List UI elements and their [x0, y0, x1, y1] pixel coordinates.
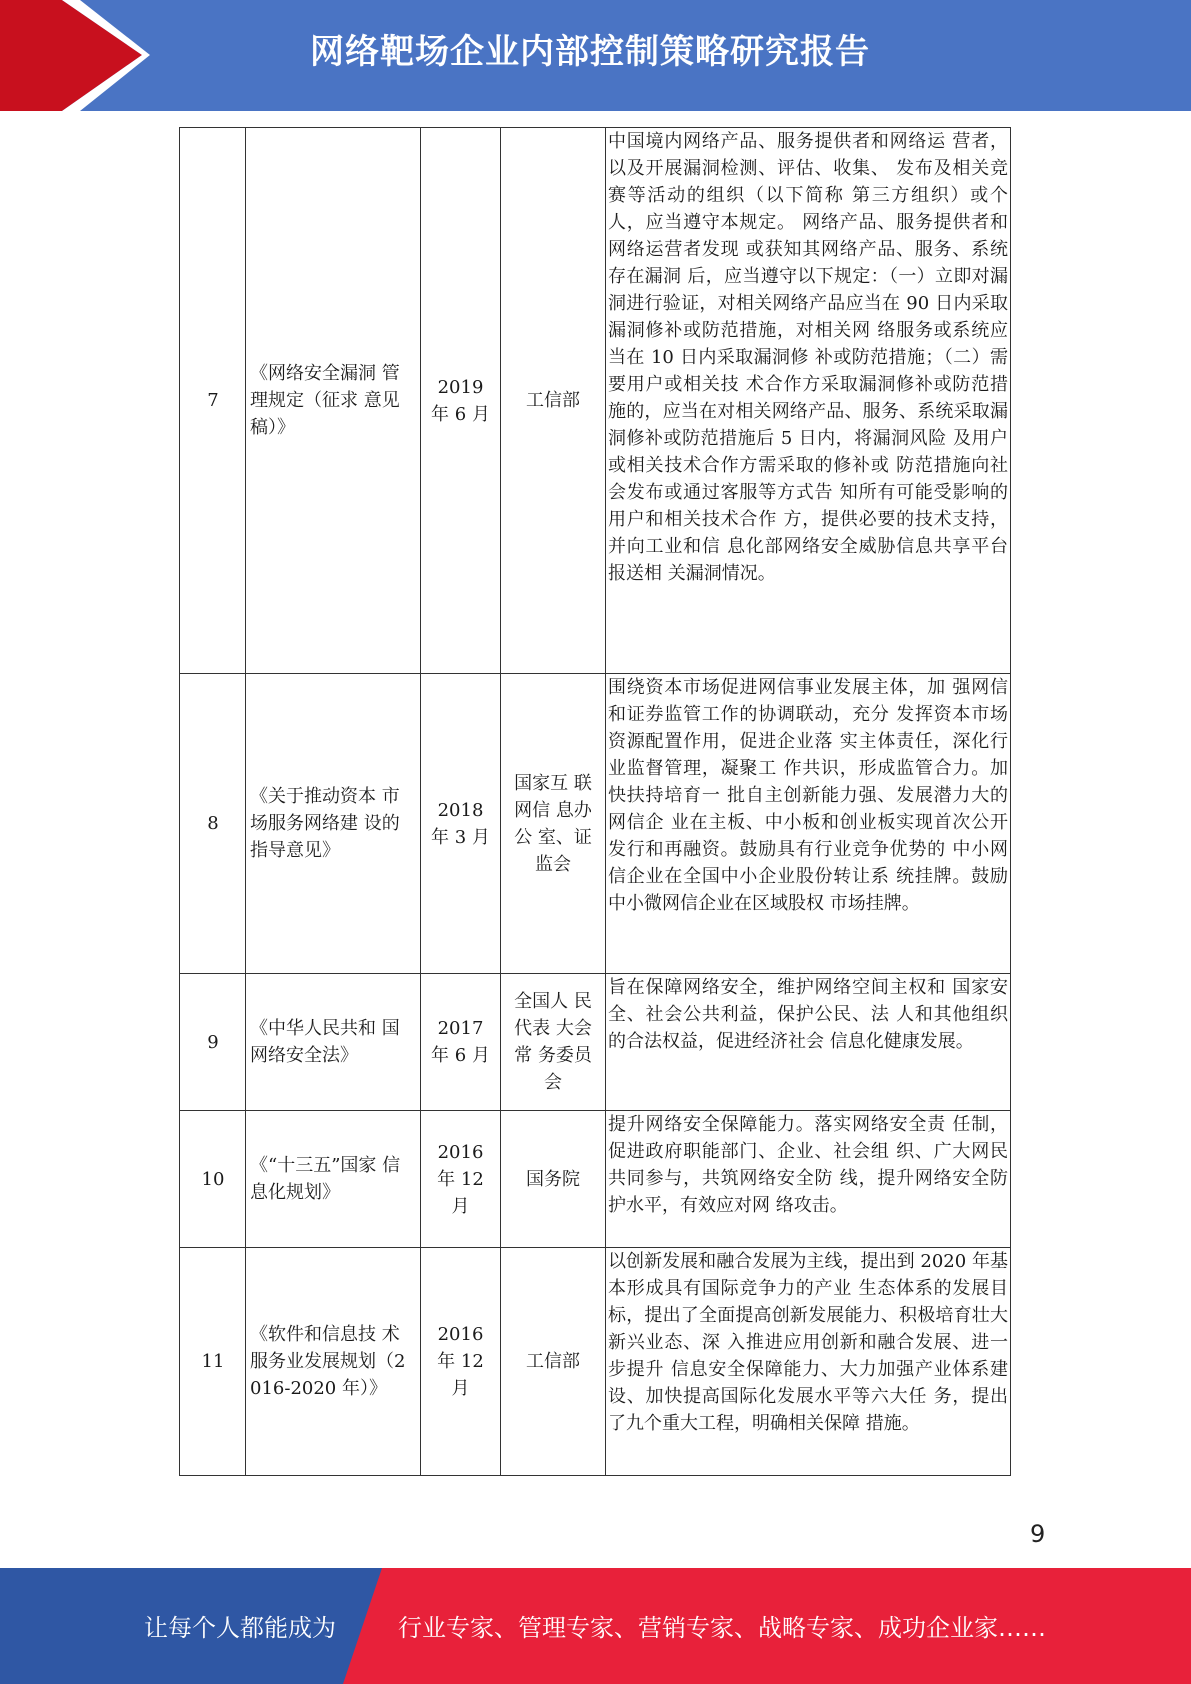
document-name: 《关于推动资本 市场服务网络建 设的指导意见》 — [246, 674, 421, 974]
document-name: 《软件和信息技 术服务业发展规划（2016-2020 年）》 — [246, 1248, 421, 1476]
page-footer — [0, 1568, 1191, 1684]
table-row — [180, 674, 1011, 974]
issuing-department: 工信部 — [501, 1248, 606, 1476]
row-number: 8 — [180, 674, 246, 974]
policy-content: 围绕资本市场促进网信事业发展主体，加 强网信和证券监管工作的协调联动，充分 发挥资本市场资源配置作用，促进企业落 实主体责任，深化行业监督管理，凝聚工 作共识，形成监管合力。加快扶持培育一 批自主创新能力强、发展潜力大的网信企 业在主板、中小板和创业板实现首次公开 发行和再融资。鼓励具有行业竞争优势的 中小网信企业在全国中小企业股份转让系 统挂牌。鼓励中小微网信企业在区域股权 市场挂牌。 — [606, 674, 1011, 974]
policy-table — [179, 127, 1011, 1476]
row-number: 9 — [180, 974, 246, 1111]
issuing-department: 全国人 民代表 大会常 务委员会 — [501, 974, 606, 1111]
table-row — [180, 974, 1011, 1111]
footer-slogan-left: 让每个人都能成为 — [144, 1614, 336, 1642]
row-number: 10 — [180, 1111, 246, 1248]
policy-content: 提升网络安全保障能力。落实网络安全责 任制，促进政府职能部门、企业、社会组 织、广大网民共同参与，共筑网络安全防 线，提升网络安全防护水平，有效应对网 络攻击。 — [606, 1111, 1011, 1248]
header-arrow-decoration — [0, 0, 150, 111]
document-name: 《网络安全漏洞 管理规定（征求 意见稿）》 — [246, 128, 421, 674]
table-row — [180, 1248, 1011, 1476]
policy-content: 以创新发展和融合发展为主线，提出到 2020 年基本形成具有国际竞争力的产业 生态体系的发展目标，提出了全面提高创新发展能力、积极培育壮大新兴业态、深 入推进应用创新和融合发展、进一步提升 信息安全保障能力、大力加强产业体系建 设、加快提高国际化发展水平等六大任 务，提出了九个重大工程，明确相关保障 措施。 — [606, 1248, 1011, 1476]
row-number: 11 — [180, 1248, 246, 1476]
issuing-department: 工信部 — [501, 128, 606, 674]
document-name: 《中华人民共和 国网络安全法》 — [246, 974, 421, 1111]
issuing-department: 国家互 联网信 息办公 室、证监会 — [501, 674, 606, 974]
document-name: 《“十三五”国家 信息化规划》 — [246, 1111, 421, 1248]
row-number: 7 — [180, 128, 246, 674]
issue-date: 2016 年 12 月 — [421, 1248, 501, 1476]
page-header — [0, 0, 1191, 111]
issue-date: 2017 年 6 月 — [421, 974, 501, 1111]
policy-content: 中国境内网络产品、服务提供者和网络运 营者，以及开展漏洞检测、评估、收集、 发布及相关竞赛等活动的组织（以下简称 第三方组织）或个人，应当遵守本规定。 网络产品、服务提供者和网络运营者发现 或获知其网络产品、服务、系统存在漏洞 后，应当遵守以下规定：（一）立即对漏 洞进行验证，对相关网络产品应当在 90 日内采取漏洞修补或防范措施，对相关网 络服务或系统应当在 10 日内采取漏洞修 补或防范措施；（二）需要用户或相关技 术合作方采取漏洞修补或防范措施的，应当在对相关网络产品、服务、系统采取漏 洞修补或防范措施后 5 日内，将漏洞风险 及用户或相关技术合作方需采取的修补或 防范措施向社会发布或通过客服等方式告 知所有可能受影响的用户和相关技术合作 方，提供必要的技术支持，并向工业和信 息化部网络安全威胁信息共享平台报送相 关漏洞情况。 — [606, 128, 1011, 674]
table-row — [180, 1111, 1011, 1248]
document-title: 网络靶场企业内部控制策略研究报告 — [310, 32, 870, 72]
issue-date: 2018 年 3 月 — [421, 674, 501, 974]
issue-date: 2019 年 6 月 — [421, 128, 501, 674]
footer-slogan-right: 行业专家、管理专家、营销专家、战略专家、成功企业家…… — [398, 1614, 1046, 1642]
policy-content: 旨在保障网络安全，维护网络空间主权和 国家安全、社会公共利益，保护公民、法 人和其他组织的合法权益，促进经济社会 信息化健康发展。 — [606, 974, 1011, 1111]
issue-date: 2016 年 12 月 — [421, 1111, 501, 1248]
page-number: 9 — [1030, 1520, 1046, 1548]
table-row — [180, 128, 1011, 674]
issuing-department: 国务院 — [501, 1111, 606, 1248]
